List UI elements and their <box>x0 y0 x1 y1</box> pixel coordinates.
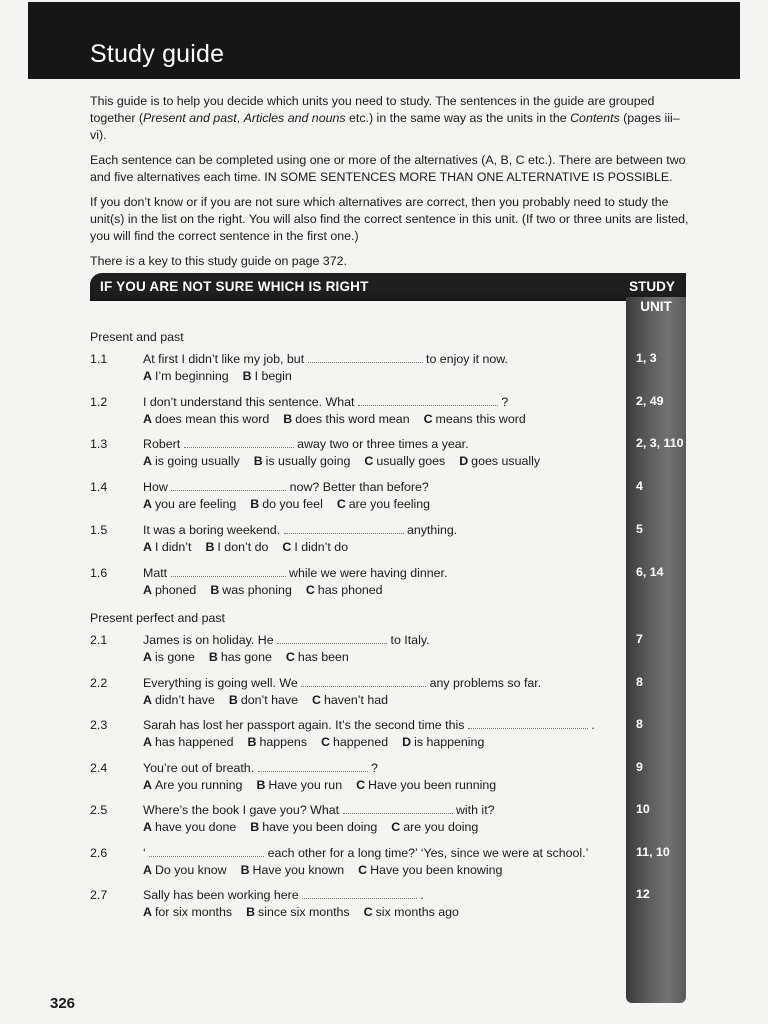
option-text: Have you run <box>268 778 343 792</box>
option-text: has gone <box>220 650 272 664</box>
option-letter: B <box>246 905 256 919</box>
answer-options <box>143 582 397 599</box>
question-number: 2.1 <box>90 633 108 647</box>
sentence-start: At first I didn’t like my job, but <box>143 352 308 366</box>
option-text: usually goes <box>376 454 446 468</box>
answer-option <box>143 583 196 597</box>
answer-option <box>241 863 345 877</box>
answer-option <box>358 863 502 877</box>
option-text: do you feel <box>262 497 323 511</box>
answer-options <box>143 539 362 556</box>
answer-blank <box>343 802 453 814</box>
sentence-end: . <box>417 888 424 902</box>
answer-option <box>229 693 298 707</box>
section-title: Present and past <box>90 330 184 344</box>
study-unit-ref: 4 <box>636 479 643 493</box>
answer-option <box>243 369 292 383</box>
answer-option <box>424 412 526 426</box>
option-text: has been <box>297 650 349 664</box>
option-text: six months ago <box>375 905 459 919</box>
answer-option <box>210 583 292 597</box>
question-sentence <box>143 565 447 582</box>
option-text: didn’t have <box>154 693 215 707</box>
answer-option <box>286 650 349 664</box>
answer-blank <box>149 845 264 857</box>
question-number: 2.2 <box>90 676 108 690</box>
sentence-end: to enjoy it now. <box>422 352 509 366</box>
option-letter: D <box>459 454 469 468</box>
answer-option <box>283 412 409 426</box>
answer-option <box>312 693 388 707</box>
option-letter: A <box>143 693 152 707</box>
study-unit-ref: 2, 49 <box>636 394 664 408</box>
answer-option <box>143 735 234 749</box>
question-number: 1.6 <box>90 566 108 580</box>
answer-option <box>143 650 195 664</box>
answer-options <box>143 411 540 428</box>
answer-option <box>205 540 268 554</box>
answer-option <box>143 905 232 919</box>
option-letter: B <box>205 540 215 554</box>
answer-option <box>282 540 348 554</box>
sentence-end: . <box>587 718 595 732</box>
study-unit-ref: 9 <box>636 760 643 774</box>
option-letter: C <box>321 735 330 749</box>
option-text: does this word mean <box>295 412 410 426</box>
intro-paragraph-3: If you don’t know or if you are not sure which alternatives are correct, then you probably need to study the unit(s) in the list on the right. You will also find the correct sentence in this unit. (If two or three units are listed, you will find the correct sentence in the first one.) <box>90 195 689 243</box>
option-text: Do you know <box>154 863 227 877</box>
study-unit-ref: 11, 10 <box>636 845 670 859</box>
option-text: is gone <box>154 650 195 664</box>
sentence-start: Sally has been working here <box>143 888 303 902</box>
answer-option <box>209 650 272 664</box>
page-title: Study guide <box>90 40 225 68</box>
sentence-start: Where’s the book I gave you? What <box>143 803 343 817</box>
option-letter: B <box>250 820 260 834</box>
banner-label: IF YOU ARE NOT SURE WHICH IS RIGHT <box>100 279 369 294</box>
question-number: 1.1 <box>90 352 108 366</box>
option-text: you are feeling <box>154 497 237 511</box>
question-sentence <box>143 845 588 862</box>
sentence-end: to Italy. <box>387 633 430 647</box>
option-letter: B <box>210 583 220 597</box>
answer-blank <box>277 632 387 644</box>
option-letter: A <box>143 650 152 664</box>
option-letter: A <box>143 369 152 383</box>
question-number: 1.5 <box>90 523 108 537</box>
option-letter: C <box>364 454 374 468</box>
question-number: 2.7 <box>90 888 108 902</box>
option-letter: C <box>358 863 368 877</box>
option-text: are you doing <box>403 820 479 834</box>
intro-paragraph-1: This guide is to help you decide which units you need to study. The sentences in the guide are grouped together (Present and past, Articles and nouns etc.) in the same way as the units in the Contents (pages iii–vi). <box>90 94 680 142</box>
sentence-start: How <box>143 480 172 494</box>
sentence-end: any problems so far. <box>426 676 542 690</box>
option-letter: B <box>250 497 260 511</box>
option-letter: A <box>143 863 152 877</box>
question-sentence <box>143 717 595 734</box>
answer-option <box>143 820 236 834</box>
question-sentence <box>143 479 429 496</box>
answer-option <box>250 497 323 511</box>
answer-option <box>143 412 269 426</box>
answer-options <box>143 453 554 470</box>
option-letter: C <box>391 820 401 834</box>
sentence-end: now? Better than before? <box>286 480 429 494</box>
option-letter: B <box>256 778 266 792</box>
option-letter: B <box>247 735 257 749</box>
option-letter: B <box>228 693 238 707</box>
answer-option <box>143 454 240 468</box>
study-unit-ref: 1, 3 <box>636 351 657 365</box>
question-number: 1.4 <box>90 480 108 494</box>
option-text: is happening <box>414 735 485 749</box>
answer-option <box>143 778 242 792</box>
answer-option <box>306 583 383 597</box>
study-unit-ref: 2, 3, 110 <box>636 436 684 450</box>
answer-blank <box>184 436 294 448</box>
option-letter: A <box>143 905 152 919</box>
sentence-start: I don’t understand this sentence. What <box>143 395 358 409</box>
question-number: 2.4 <box>90 761 108 775</box>
option-text: have you done <box>154 820 237 834</box>
intro-paragraph-2: Each sentence can be completed using one or more of the alternatives (A, B, C etc.). There are between two and five alternatives each time. IN SOME SENTENCES MORE THAN ONE ALTERNATIVE IS POSSIBLE. <box>90 153 686 184</box>
answer-option <box>364 454 445 468</box>
question-sentence <box>143 351 508 368</box>
option-text: I didn’t <box>154 540 192 554</box>
answer-options <box>143 904 473 921</box>
option-text: are you feeling <box>348 497 431 511</box>
option-letter: A <box>143 735 152 749</box>
question-sentence <box>143 802 495 819</box>
study-unit-ref: 10 <box>636 802 650 816</box>
answer-options <box>143 734 498 751</box>
option-letter: C <box>305 583 315 597</box>
answer-blank <box>302 887 417 899</box>
answer-option <box>143 497 236 511</box>
question-sentence <box>143 760 378 777</box>
section-title: Present perfect and past <box>90 611 226 625</box>
answer-option <box>250 820 377 834</box>
study-unit-ref: 12 <box>636 887 650 901</box>
option-text: is going usually <box>154 454 240 468</box>
answer-blank <box>284 522 404 534</box>
sentence-end: away two or three times a year. <box>293 437 469 451</box>
question-number: 1.2 <box>90 395 108 409</box>
answer-option <box>391 820 478 834</box>
answer-option <box>254 454 351 468</box>
answer-blank <box>171 479 286 491</box>
option-letter: B <box>253 454 263 468</box>
study-unit-ref: 8 <box>636 717 643 731</box>
sentence-start: It was a boring weekend. <box>143 523 284 537</box>
option-text: I begin <box>254 369 292 383</box>
option-text: does mean this word <box>154 412 270 426</box>
sentence-start: Sarah has lost her passport again. It’s the second time this <box>143 718 468 732</box>
option-letter: A <box>143 778 152 792</box>
option-letter: D <box>402 735 412 749</box>
unit-label: UNIT <box>640 299 672 314</box>
sentence-end: anything. <box>403 523 458 537</box>
option-text: don’t have <box>240 693 299 707</box>
answer-option <box>143 863 227 877</box>
question-sentence <box>143 394 508 411</box>
study-unit-ref: 7 <box>636 632 643 646</box>
answer-options <box>143 819 492 836</box>
answer-blank <box>358 394 498 406</box>
question-number: 2.5 <box>90 803 108 817</box>
question-sentence <box>143 436 469 453</box>
study-unit-ref: 5 <box>636 522 643 536</box>
question-sentence <box>143 632 430 649</box>
option-letter: C <box>336 497 346 511</box>
answer-option <box>459 454 540 468</box>
option-letter: C <box>423 412 433 426</box>
option-letter: B <box>283 412 293 426</box>
sentence-start: Everything is going well. We <box>143 676 302 690</box>
answer-option <box>321 735 388 749</box>
option-letter: A <box>143 497 152 511</box>
option-text: has happened <box>154 735 234 749</box>
header-bar <box>28 2 740 79</box>
option-letter: C <box>312 693 321 707</box>
option-text: Have you known <box>252 863 345 877</box>
option-letter: B <box>240 863 250 877</box>
option-letter: A <box>143 820 152 834</box>
option-text: has phoned <box>317 583 383 597</box>
question-number: 2.6 <box>90 846 108 860</box>
option-letter: A <box>143 540 152 554</box>
answer-option <box>364 905 459 919</box>
sentence-start: James is on holiday. He <box>143 633 278 647</box>
option-text: I’m beginning <box>154 369 229 383</box>
question-sentence <box>143 522 457 539</box>
intro-text <box>90 93 695 278</box>
answer-option <box>356 778 496 792</box>
answer-options <box>143 862 516 879</box>
answer-option <box>248 735 308 749</box>
answer-option <box>337 497 430 511</box>
option-text: have you been doing <box>262 820 378 834</box>
option-text: was phoning <box>222 583 292 597</box>
answer-blank <box>308 351 423 363</box>
sentence-end: while we were having dinner. <box>285 566 448 580</box>
option-text: I didn’t do <box>294 540 349 554</box>
option-letter: B <box>208 650 218 664</box>
table-banner <box>90 273 686 301</box>
option-text: Have you been running <box>368 778 497 792</box>
option-text: means this word <box>435 412 526 426</box>
option-text: goes usually <box>471 454 541 468</box>
answer-options <box>143 692 402 709</box>
study-unit-ref: 8 <box>636 675 643 689</box>
answer-blank <box>258 760 368 772</box>
answer-options <box>143 496 444 513</box>
page-number: 326 <box>50 995 76 1012</box>
sentence-end: each other for a long time?’ ‘Yes, since we were at school.’ <box>264 846 589 860</box>
option-text: Are you running <box>154 778 243 792</box>
option-letter: C <box>356 778 366 792</box>
answer-option <box>256 778 342 792</box>
option-text: is usually going <box>265 454 351 468</box>
answer-option <box>143 540 191 554</box>
answer-blank <box>468 717 588 729</box>
question-number: 1.3 <box>90 437 108 451</box>
option-letter: C <box>282 540 292 554</box>
option-text: happens <box>259 735 308 749</box>
study-label: STUDY <box>629 279 675 294</box>
answer-option <box>246 905 350 919</box>
sentence-start: Matt <box>143 566 171 580</box>
option-letter: A <box>143 583 152 597</box>
answer-blank <box>301 675 426 687</box>
option-text: phoned <box>154 583 197 597</box>
sentence-end: ? <box>367 761 378 775</box>
sentence-start: Robert <box>143 437 184 451</box>
option-text: haven’t had <box>323 693 389 707</box>
sentence-end: with it? <box>452 803 495 817</box>
option-text: happened <box>332 735 389 749</box>
intro-paragraph-4: There is a key to this study guide on page 372. <box>90 254 347 268</box>
answer-option <box>143 693 215 707</box>
answer-option <box>143 369 229 383</box>
option-letter: B <box>242 369 252 383</box>
study-unit-ref: 6, 14 <box>636 565 664 579</box>
option-letter: A <box>143 454 152 468</box>
answer-options <box>143 649 363 666</box>
option-letter: C <box>285 650 295 664</box>
option-letter: C <box>363 905 373 919</box>
answer-blank <box>171 565 286 577</box>
answer-options <box>143 777 510 794</box>
question-number: 2.3 <box>90 718 108 732</box>
answer-option <box>402 735 484 749</box>
sentence-end: ? <box>497 395 509 409</box>
option-text: I don’t do <box>217 540 269 554</box>
option-text: for six months <box>154 905 233 919</box>
question-sentence <box>143 887 424 904</box>
option-text: since six months <box>258 905 350 919</box>
question-sentence <box>143 675 541 692</box>
sentence-start: You’re out of breath. <box>143 761 258 775</box>
option-text: Have you been knowing <box>370 863 503 877</box>
sentence-start: ‘ <box>143 846 150 860</box>
answer-options <box>143 368 306 385</box>
option-letter: A <box>143 412 152 426</box>
